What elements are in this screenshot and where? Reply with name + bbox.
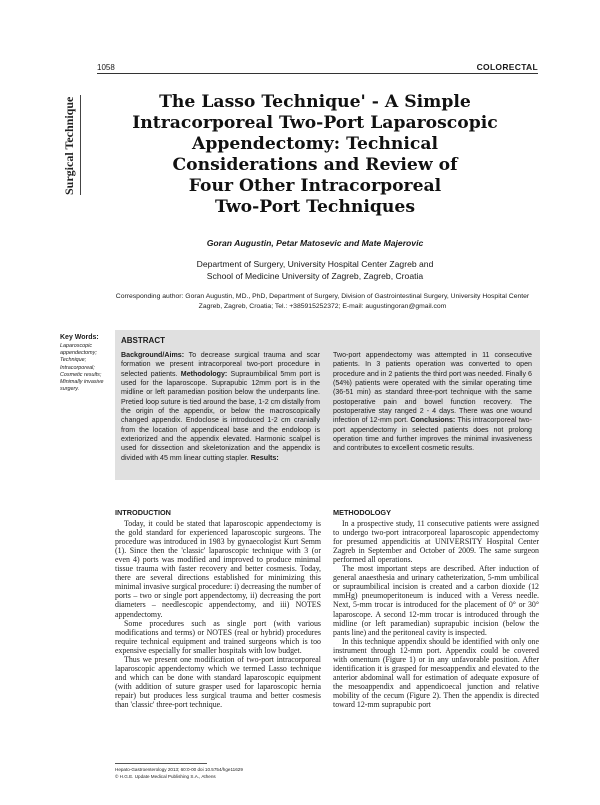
- section-tag-text: Surgical Technique: [62, 96, 76, 195]
- title-line: Two-Port Techniques: [214, 197, 416, 217]
- footnote-rule: [115, 763, 207, 764]
- abstract-label: Background/Aims:: [121, 351, 189, 359]
- affiliation-line: Department of Surgery, University Hospital Center Zagreb and: [196, 259, 434, 269]
- footnote: [115, 766, 315, 780]
- article-title: [110, 92, 520, 218]
- introduction-column: [115, 508, 321, 709]
- abstract-box: [115, 330, 540, 480]
- paragraph: Today, it could be stated that laparoscopic appendectomy is the gold standard for experienced laparoscopic surgeons. The procedure was introduced in 1983 by gynaecologist Kurt Semm (1). Since then the 'classic' laparoscopic technique with 3 (or even 4) ports was modified and improved to produce minimal tissue trauma with faster recovery and better cosmesis. Today, there are several directions established for minimizing this minimal invasive surgical procedure: i) decreasing the number of ports – two or single port appendectomy, ii) decreasing the port diameters – needlescopic appendectomy, and iii) NOTES appendectomy.: [115, 519, 321, 619]
- paragraph: The most important steps are described. After induction of general anaesthesia and urinary catheterization, 5-mm umbilical or supraumbilical incision is created and a carbon dioxide (12 mmHg) pneumoperitoneum is induced with a Veress needle. Next, 5-mm trocar is introduced for the placement of 0° or 30° laparoscope. A second 12-mm trocar is introduced through the midline (or left paramedian) suprapubic incision (below the pants line) and the peritoneal cavity is inspected.: [333, 564, 539, 637]
- paragraph: Thus we present one modification of two-port intracorporeal laparoscopic appendectomy which we termed Lasso technique and which can be done with standard laparoscopic equipment (with addition of suture grasper used for laparoscopic hernia repair) but produces less surgical trauma and better cosmesis than 'classic' three-port technique.: [115, 654, 321, 709]
- title-line: Intracorporeal Two-Port Laparoscopic: [132, 113, 498, 133]
- page-number: 1058: [97, 63, 115, 72]
- methodology-heading: METHODOLOGY: [333, 508, 391, 517]
- methodology-column: [333, 508, 539, 709]
- journal-section-label: COLORECTAL: [476, 62, 538, 72]
- authors: Goran Augustin, Petar Matosevic and Mate Majerovic: [206, 238, 424, 248]
- section-tag: [60, 95, 80, 195]
- title-line: Four Other Intracorporeal: [188, 176, 442, 196]
- abstract-right-column: [333, 351, 532, 454]
- abstract-label: Methodology:: [180, 369, 231, 378]
- footnote-line: Hepato-Gastroenterology 2013; 60:0-00 doi 10.5754/hge11629: [115, 767, 243, 772]
- keywords-title: Key Words:: [60, 334, 99, 341]
- title-line: Considerations and Review of: [172, 155, 458, 175]
- abstract-text: Supraumbilical 5mm port is used for the laparoscope. Suprapubic 12mm port is in the midline or left paramedian position below the underpants line. Pretied loop suture is tied around the base, 1-2 cm distally from the origin of the appendix, or below the macroscopically changed appendix. Endoclose is introduced 1-2 cm cranially from the location of appendiceal base and the endoloop is exteriorized and the appendix elevated. Harmonic scalpel is used for dissection and skeletonization and the appendix is divided with 45 mm linear cutting stapler.: [121, 369, 320, 462]
- section-tag-rule: [80, 95, 81, 195]
- abstract-text: To decrease surgical trauma and scar formation we present intracorporeal two-port procedure in selected patients.: [121, 351, 320, 378]
- abstract-title: ABSTRACT: [121, 336, 165, 345]
- abstract-text: This intracorporeal two-port appendectomy in selected patients does not prolong operation time and further improves the minimal invasiveness and contributes to excellent cosmetic results.: [333, 416, 532, 453]
- title-line: Appendectomy: Technical: [192, 134, 438, 154]
- paragraph: Some procedures such as single port (with various modifications and terms) or NOTES (real or hybrid) procedures require technical equipment and trained surgeons which is too expensive especially for smaller hospitals with low budget.: [115, 618, 321, 655]
- header-rule: [97, 73, 538, 74]
- introduction-heading: INTRODUCTION: [115, 508, 171, 517]
- correspondence: Corresponding author: Goran Augustin, MD., PhD, Department of Surgery, Division of Gastrointestinal Surgery, University Hospital Center Zagreb, Zagreb, Croatia; Tel.: +385915252372; E-mail: augustingoran@gmail.com: [115, 293, 530, 310]
- abstract-label: Results:: [250, 453, 279, 462]
- paragraph: In this technique appendix should be identified with only one instrument through 12-mm port. Appendix could be covered with omentum (Figure 1) or in any unfavorable position. After identification it is grasped for mesoappendix and elevated to the anterior abdominal wall for estimation of adequate exposure of the mesoappendix and appendicoecal junction and relative mobility of the cecum (Figure 2). Then the appendix is directed toward 12-mm suprapubic port: [333, 636, 539, 709]
- affiliation: [110, 258, 520, 282]
- paragraph: In a prospective study, 11 consecutive patients were assigned to undergo two-port intracorporeal laparoscopic appendectomy for presumed appendicitis at UNIVERSITY Hospital Center Zagreb in September and October of 2009. The same surgeon performed all operations.: [333, 519, 539, 565]
- abstract-left-column: [121, 351, 320, 463]
- abstract-text: Two-port appendectomy was attempted in 11 consecutive patients. In 3 patients operation was converted to open procedure and in 2 patients the third port was needed. Finally 6 (54%) patients were operated with the similar operating time (36-51 min) as standard three-port technique with the same postoperative pain and bowel function recovery. The postoperative stay ranged 2 - 4 days. There was one wound infection of 12-mm port.: [333, 351, 532, 425]
- footnote-line: © H.G.E. Update Medical Publishing S.A., Athens: [115, 774, 216, 779]
- affiliation-line: School of Medicine University of Zagreb, Zagreb, Croatia: [206, 271, 424, 281]
- keywords: [60, 334, 115, 393]
- keywords-text: Laparoscopic appendectomy; Technique; Intracorporeal; Cosmetic results; Minimally invasive surgery.: [60, 343, 104, 393]
- title-line: The Lasso Technique' - A Simple: [159, 92, 471, 112]
- abstract-label: Conclusions:: [410, 416, 458, 425]
